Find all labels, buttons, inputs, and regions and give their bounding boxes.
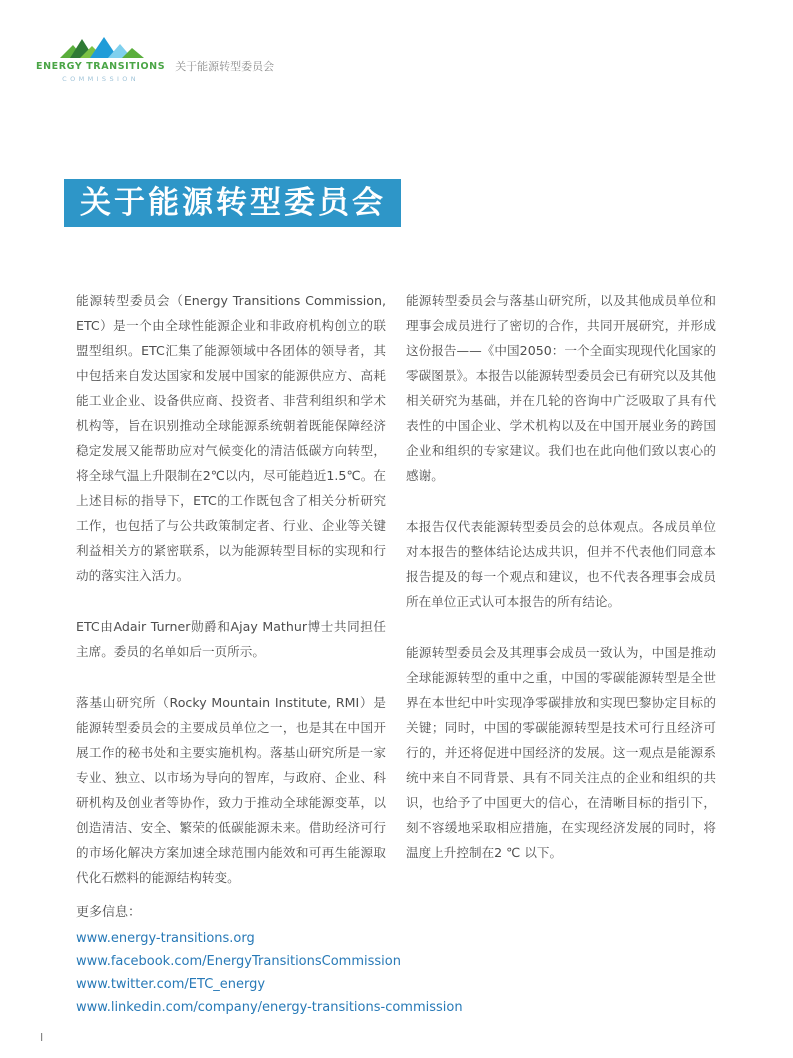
body-paragraph: 本报告仅代表能源转型委员会的总体观点。各成员单位对本报告的整体结论达成共识，但并不代表他们同意本报告提及的每一个观点和建议，也不代表各理事会成员所在单位正式认可本报告的所有结论。 [406,519,716,609]
body-paragraph: 能源转型委员会（Energy Transitions Commission, ETC）是一个由全球性能源企业和非政府机构创立的联盟型组织。ETC汇集了能源领域中各团体的领导者，其中包括来自发达国家和发展中国家的能源供应方、高耗能工业企业、设备供应商、投资者、非营利组织和学术机构等，旨在识别推动全球能源系统朝着既能保障经济稳定发展又能帮助应对气候变化的清洁低碳方向转型，将全球气温上升限制在2℃以内，尽可能趋近1.5℃。在上述目标的指导下，ETC的工作既包含了相关分析研究工作，也包括了与公共政策制定者、行业、企业等关键利益相关方的紧密联系，以为能源转型目标的实现和行动的落实注入活力。 [76,293,386,583]
link-energy-transitions-website[interactable]: www.energy-transitions.org [76,931,255,946]
more-info-footer [76,901,463,1019]
logo-text-energy-transitions: ENERGY TRANSITIONS [36,61,166,72]
etc-logo [36,36,165,83]
link-twitter[interactable]: www.twitter.com/ETC_energy [76,977,266,992]
body-paragraph: 能源转型委员会及其理事会成员一致认为，中国是推动全球能源转型的重中之重，中国的零碳能源转型是全世界在本世纪中叶实现净零碳排放和实现巴黎协定目标的关键；同时，中国的零碳能源转型是技术可行且经济可行的，并还将促进中国经济的发展。这一观点是能源系统中来自不同背景、具有不同关注点的企业和组织的共识，也给予了中国更大的信心，在清晰目标的指引下，刻不容缓地采取相应措施，在实现经济发展的同时，将温度上升控制在2 ℃ 以下。 [406,645,716,860]
left-column [76,288,386,890]
link-linkedin[interactable]: www.linkedin.com/company/energy-transitions-commission [76,1000,463,1015]
link-facebook[interactable]: www.facebook.com/EnergyTransitionsCommission [76,954,401,969]
header-section-label: 关于能源转型委员会 [175,60,275,73]
body-paragraph: 落基山研究所（Rocky Mountain Institute, RMI）是能源转型委员会的主要成员单位之一，也是其在中国开展工作的秘书处和主要实施机构。落基山研究所是一家专业、独立、以市场为导向的智库，与政府、企业、科研机构及创业者等协作，致力于推动全球能源变革，以创造清洁、安全、繁荣的低碳能源未来。借助经济可行的市场化解决方案加速全球范围内能效和可再生能源取代化石燃料的能源结构转变。 [76,695,386,885]
right-column [406,288,716,890]
logo-text-commission: COMMISSION [62,75,140,83]
page-title: 关于能源转型委员会 [64,179,401,227]
page-header [36,36,274,83]
body-columns [76,288,716,890]
more-info-label: 更多信息： [76,905,142,920]
body-paragraph: 能源转型委员会与落基山研究所，以及其他成员单位和理事会成员进行了密切的合作，共同开展研究，并形成这份报告——《中国2050：一个全面实现现代化国家的零碳图景》。本报告以能源转型委员会已有研究以及其他相关研究为基础，并在几轮的咨询中广泛吸取了具有代表性的中国企业、学术机构以及在中国开展业务的跨国企业和组织的专家建议。我们也在此向他们致以衷心的感谢。 [406,293,716,483]
body-paragraph: ETC由Adair Turner勋爵和Ajay Mathur博士共同担任主席。委员的名单如后一页所示。 [76,619,386,659]
page-number: I [40,1031,44,1044]
etc-logo-mountains-icon [60,36,144,58]
